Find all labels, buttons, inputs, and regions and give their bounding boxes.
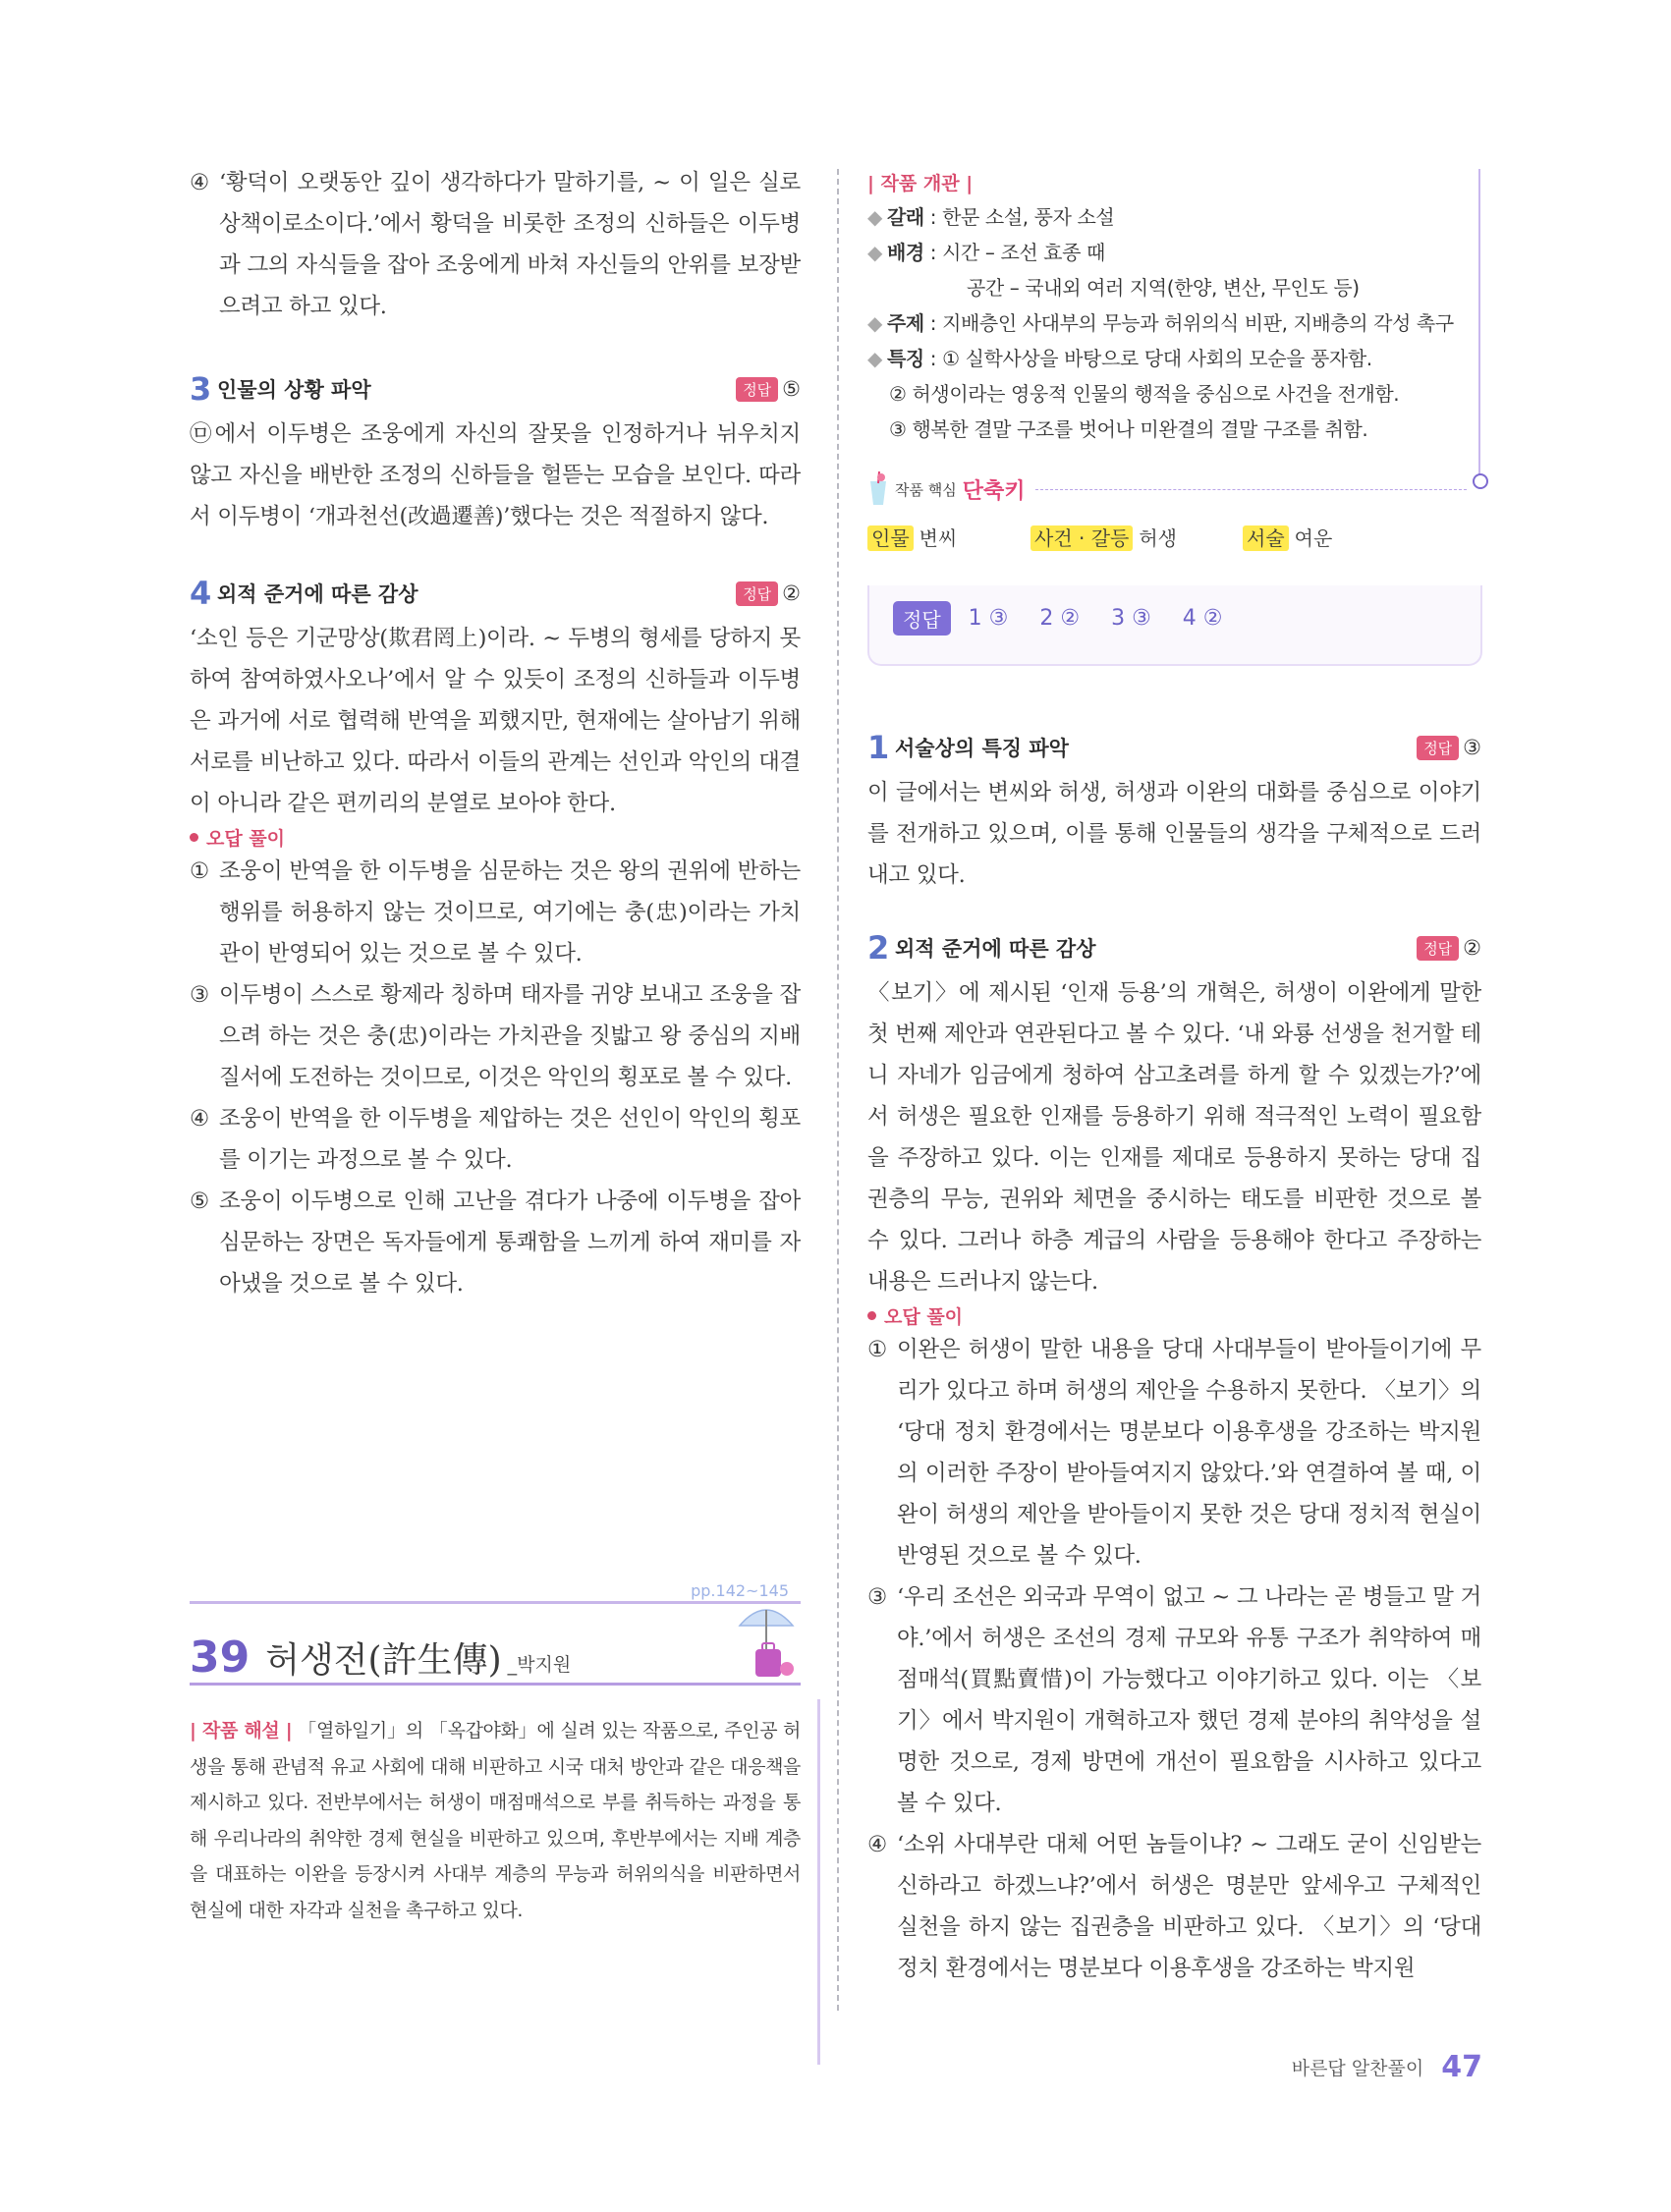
list-item: ④ 조웅이 반역을 한 이두병을 제압하는 것은 선인이 악인의 횡포를 이기는 과정으로 볼 수 있다. [190, 1106, 801, 1173]
bullet-icon [867, 1311, 876, 1320]
answer-item: 3 ③ [1111, 606, 1151, 631]
answer-item: 2 ② [1039, 606, 1081, 631]
list-item: ① 조웅이 반역을 한 이두병을 심문하는 것은 왕의 권위에 반하는 행위를 허용하지 않는 것이므로, 여기에는 충(忠)이라는 가치관이 반영되어 있는 것으로 볼 수 있다. [190, 858, 801, 967]
section-4-header: 4 외적 준거에 따른 감상 정답 ② [190, 575, 801, 612]
work-title-row: 39 허생전(許生傳) _박지원 [190, 1604, 801, 1686]
answer-summary-box: 정답 1 ③ 2 ② 3 ③ 4 ② [867, 585, 1482, 666]
overview-feature-2: ② 허생이라는 영웅적 인물의 행적을 중심으로 사건을 전개함. [889, 382, 1400, 406]
overview-rule [1478, 169, 1480, 481]
section-2-body: 〈보기〉에 제시된 ‘인재 등용’의 개혁은, 허생이 이완에게 말한 첫 번째 제안과 연관된다고 볼 수 있다. ‘내 와룡 선생을 천거할 테니 자네가 임금에게 청하여 삼고초려를 하게 할 수 있겠는가?’에서 허생은 필요한 인재를 등용하기 위해 적극적인 노력이 필요함을 주장하고 있다. 이는 인재를 제대로 등용하지 못하는 당대 집권층의 무능, 권위와 체면을 중시하는 태도를 비판한 것으로 볼 수 있다. 그러나 하층 계급의 사람을 등용해야 한다고 주장하는 내용은 드러나지 않는다. [867, 980, 1481, 1295]
tag-event: 사건 · 갈등 허생 [1030, 523, 1243, 551]
answer-indicator: 정답 ③ [1417, 736, 1481, 760]
overview-setting-place: 공간 – 국내외 여러 지역(한양, 변산, 무인도 등) [967, 276, 1360, 300]
answer-indicator: 정답 ② [1417, 936, 1481, 961]
work-side-rule [817, 1699, 820, 2065]
overview-setting: ◆ 배경 : 시간 – 조선 효종 때 [867, 241, 1105, 264]
overview-feature-3: ③ 행복한 결말 구조를 벗어나 미완결의 결말 구조를 취함. [889, 417, 1368, 441]
parasol-suitcase-icon [732, 1598, 801, 1679]
work-39-block [190, 1581, 801, 1928]
bullet-icon [190, 833, 198, 842]
shortcut-tags [867, 523, 1332, 551]
page-footer: 바른답 알찬풀이 47 [1291, 2050, 1482, 2084]
page-range: pp.142~145 [691, 1581, 789, 1600]
section-1-body: 이 글에서는 변씨와 허생, 허생과 이완의 대화를 중심으로 이야기를 전개하고 있으며, 이를 통해 인물들의 생각을 구체적으로 드러내고 있다. [867, 780, 1481, 888]
answer-indicator: 정답 ② [736, 581, 801, 606]
answer-indicator: 정답 ⑤ [736, 377, 801, 402]
list-item: ⑤ 조웅이 이두병으로 인해 고난을 겪다가 나중에 이두병을 잡아 심문하는 장면은 독자들에게 통쾌함을 느끼게 하여 재미를 자아냈을 것으로 볼 수 있다. [190, 1189, 801, 1297]
wrong-answer-heading: 오답 풀이 [190, 824, 801, 851]
page-number: 47 [1441, 2050, 1482, 2084]
tag-character: 인물 변씨 [867, 523, 1030, 551]
right-column [867, 729, 1481, 1989]
drink-icon [867, 471, 889, 507]
top-answer-item: ④ ‘황덕이 오랫동안 깊이 생각하다가 말하기를, ~ 이 일은 실로 상책이로소이다.’에서 황덕을 비롯한 조정의 신하들은 이두병과 그의 자식들을 잡아 조웅에게 바쳐 자신들의 안위를 보장받으려고 하고 있다. [190, 170, 801, 319]
section-2-header: 2 외적 준거에 따른 감상 정답 ② [867, 929, 1481, 967]
rule-end-dot [1473, 473, 1488, 489]
overview-features: ◆ 특징 : ① 실학사상을 바탕으로 당대 사회의 모순을 풍자함. [867, 347, 1372, 370]
work-overview-box: | 작품 개관 | ◆ 갈래 : 한문 소설, 풍자 소설 ◆ 배경 : 시간 – 조선 효종 때 공간 – 국내외 여러 지역(한양, 변산, 무인도 등) ◆ 주제 : 지배층인 사대부의 무능과 허위의식 비판, 지배층의 각성 촉구 ◆ 특징 : ① 실학사상을 바탕으로 당대 사회의 모순을 풍자함. ② 허생이라는 영웅적 인물의 행적을 중심으로 사건을 전개함. ③ 행복한 결말 구조를 벗어나 미완결의 결말 구조를 취함. 작품 핵심 단축키 인물 변씨 사건 · 갈등 허생 서술 여운 정답 1 ③ 2 ② 3 ③ 4 ② [867, 169, 1480, 666]
shortcut-key-header: 작품 핵심 단축키 [867, 471, 1467, 507]
tag-narration: 서술 여운 [1243, 523, 1332, 551]
wrong-answer-heading: 오답 풀이 [867, 1302, 1481, 1329]
list-item: ④ ‘소위 사대부란 대체 어떤 놈들이냐? ~ 그래도 굳이 신임받는 신하라고 하겠느냐?’에서 허생은 명분만 앞세우고 구체적인 실천을 하지 않는 집권층을 비판하고 있다. 〈보기〉의 ‘당대 정치 환경에서는 명분보다 이용후생을 강조하는 박지원 [867, 1832, 1481, 1981]
column-divider [837, 169, 839, 2011]
list-item: ③ ‘우리 조선은 외국과 무역이 없고 ~ 그 나라는 곧 병들고 말 거야.’에서 허생은 조선의 경제 규모와 유통 구조가 취약하여 매점매석(買點賣惜)이 가능했다고 이야기하고 있다. 이는 〈보기〉에서 박지원이 개혁하고자 했던 경제 분야의 취약성을 설명한 것으로, 경제 방면에 개선이 필요함을 시사하고 있다고 볼 수 있다. [867, 1584, 1481, 1816]
answer-item: 1 ③ [968, 606, 1009, 631]
left-column [190, 162, 801, 1304]
overview-theme: ◆ 주제 : 지배층인 사대부의 무능과 허위의식 비판, 지배층의 각성 촉구 [867, 311, 1454, 335]
section-1-header: 1 서술상의 특징 파악 정답 ③ [867, 729, 1481, 766]
answer-item: 4 ② [1182, 606, 1223, 631]
section-4-body: ‘소인 등은 기군망상(欺君罔上)이라. ~ 두병의 형세를 당하지 못하여 참여하였사오나’에서 알 수 있듯이 조정의 신하들과 이두병은 과거에 서로 협력해 반역을 꾀했지만, 현재에는 살아남기 위해 서로를 비난하고 있다. 따라서 이들의 관계는 선인과 악인의 대결이 아니라 같은 편끼리의 분열로 보아야 한다. [190, 626, 801, 816]
work-description: | 작품 해설 | 「열하일기」의 「옥갑야화」에 실려 있는 작품으로, 주인공 허생을 통해 관념적 유교 사회에 대해 비판하고 시국 대처 방안과 같은 대응책을 제시하고 있다. 전반부에서는 허생이 매점매석으로 부를 취득하는 과정을 통해 우리나라의 취약한 경제 현실을 비판하고 있으며, 후반부에서는 지배 계층을 대표하는 이완을 등장시켜 사대부 계층의 무능과 허위의식을 비판하면서 현실에 대한 자각과 실천을 촉구하고 있다. [190, 1720, 801, 1921]
list-item: ① 이완은 허생이 말한 내용을 당대 사대부들이 받아들이기에 무리가 있다고 하며 허생의 제안을 수용하지 못한다. 〈보기〉의 ‘당대 정치 환경에서는 명분보다 이용후생을 강조하는 박지원의 이러한 주장이 받아들여지지 않았다.’와 연결하여 볼 때, 이완이 허생의 제안을 받아들이지 못한 것은 당대 정치적 현실이 반영된 것으로 볼 수 있다. [867, 1337, 1481, 1569]
section-3-header: 3 인물의 상황 파악 정답 ⑤ [190, 370, 801, 408]
section-3-body: ㉤에서 이두병은 조웅에게 자신의 잘못을 인정하거나 뉘우치지 않고 자신을 배반한 조정의 신하들을 헐뜯는 모습을 보인다. 따라서 이두병이 ‘개과천선(改過遷善)’했다는 것은 적절하지 않다. [190, 421, 801, 529]
overview-genre: ◆ 갈래 : 한문 소설, 풍자 소설 [867, 205, 1115, 229]
list-item: ③ 이두병이 스스로 황제라 칭하며 태자를 귀양 보내고 조웅을 잡으려 하는 것은 충(忠)이라는 가치관을 짓밟고 왕 중심의 지배 질서에 도전하는 것이므로, 이것은 악인의 횡포로 볼 수 있다. [190, 982, 801, 1090]
